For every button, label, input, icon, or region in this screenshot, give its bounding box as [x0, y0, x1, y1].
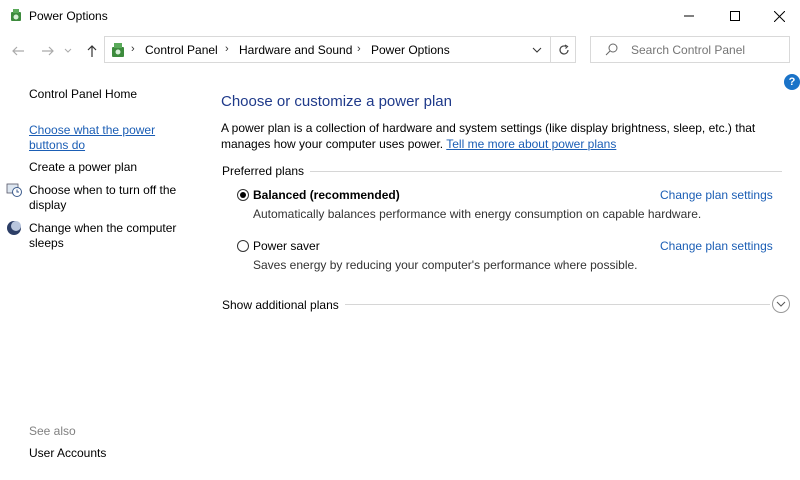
arrow-left-icon [11, 45, 25, 57]
search-icon [605, 43, 618, 56]
sidebar-item-label: buttons do [29, 138, 86, 152]
page-title: Choose or customize a power plan [221, 93, 452, 110]
description-text: A power plan is a collection of hardware and system settings (like display brightness, sleep, etc.) that [221, 121, 756, 135]
show-additional-plans-label[interactable]: Show additional plans [222, 298, 345, 312]
help-icon: ? [788, 76, 796, 88]
search-input[interactable] [631, 43, 781, 57]
plan-radio-balanced[interactable] [237, 189, 249, 201]
up-button[interactable] [82, 40, 102, 62]
plan-name-power-saver[interactable]: Power saver [253, 239, 320, 253]
chevron-down-icon [64, 48, 72, 54]
power-options-icon [8, 7, 24, 23]
breadcrumb-separator: › [357, 43, 361, 55]
sidebar-item-label: display [29, 198, 67, 212]
window-title: Power Options [29, 9, 108, 23]
minimize-button[interactable] [666, 0, 712, 32]
breadcrumb-hardware-and-sound[interactable]: Hardware and Sound [239, 43, 353, 57]
breadcrumb-control-panel[interactable]: Control Panel [145, 43, 218, 57]
arrow-up-icon [86, 44, 98, 58]
breadcrumb-separator: › [131, 43, 135, 55]
help-button[interactable] [784, 74, 800, 90]
control-panel-icon [109, 41, 127, 59]
chevron-down-icon [776, 301, 786, 307]
title-bar [0, 0, 800, 32]
search-box[interactable] [590, 36, 790, 63]
change-plan-settings-power-saver[interactable]: Change plan settings [660, 239, 773, 253]
page-description [221, 120, 781, 152]
plan-description-power-saver: Saves energy by reducing your computer's performance where possible. [253, 258, 638, 272]
plan-radio-power-saver[interactable] [237, 240, 249, 252]
breadcrumb-power-options[interactable]: Power Options [371, 43, 450, 57]
learn-more-link[interactable]: Tell me more about power plans [446, 137, 617, 151]
chevron-down-icon [532, 47, 542, 53]
close-button[interactable] [756, 0, 800, 32]
forward-button[interactable] [38, 40, 58, 62]
maximize-button[interactable] [712, 0, 758, 32]
sidebar-item-label: Change when the computer [29, 221, 177, 235]
sidebar-item-create-plan[interactable]: Create a power plan [29, 160, 138, 174]
breadcrumb-separator: › [225, 43, 229, 55]
clock-display-icon [6, 182, 22, 198]
back-button[interactable] [8, 40, 28, 62]
plan-name-balanced[interactable]: Balanced (recommended) [253, 188, 400, 202]
refresh-icon [558, 44, 570, 56]
plan-description-balanced: Automatically balances performance with energy consumption on capable hardware. [253, 207, 702, 221]
moon-sleep-icon [6, 220, 22, 236]
recent-locations-button[interactable] [62, 40, 74, 62]
sidebar-item-power-buttons[interactable] [29, 123, 155, 153]
sidebar-item-label: sleeps [29, 236, 64, 250]
minimize-icon [684, 11, 694, 21]
sidebar-item-label: Choose when to turn off the [29, 183, 177, 197]
sidebar-home-link[interactable]: Control Panel Home [29, 87, 138, 101]
expand-plans-button[interactable] [772, 295, 790, 313]
arrow-right-icon [41, 45, 55, 57]
change-plan-settings-balanced[interactable]: Change plan settings [660, 188, 773, 202]
maximize-icon [730, 11, 740, 21]
refresh-button[interactable] [550, 36, 577, 63]
sidebar-item-turn-off-display[interactable] [29, 183, 176, 213]
address-dropdown-button[interactable] [525, 37, 549, 62]
user-accounts-link[interactable]: User Accounts [29, 446, 107, 460]
sidebar-item-computer-sleeps[interactable] [29, 221, 176, 251]
see-also-heading: See also [29, 424, 76, 438]
close-icon [774, 11, 785, 22]
description-text: manages how your computer uses power. [221, 137, 444, 151]
preferred-plans-label: Preferred plans [222, 164, 310, 178]
sidebar-item-label: Choose what the power [29, 123, 156, 137]
address-bar[interactable] [104, 36, 576, 63]
